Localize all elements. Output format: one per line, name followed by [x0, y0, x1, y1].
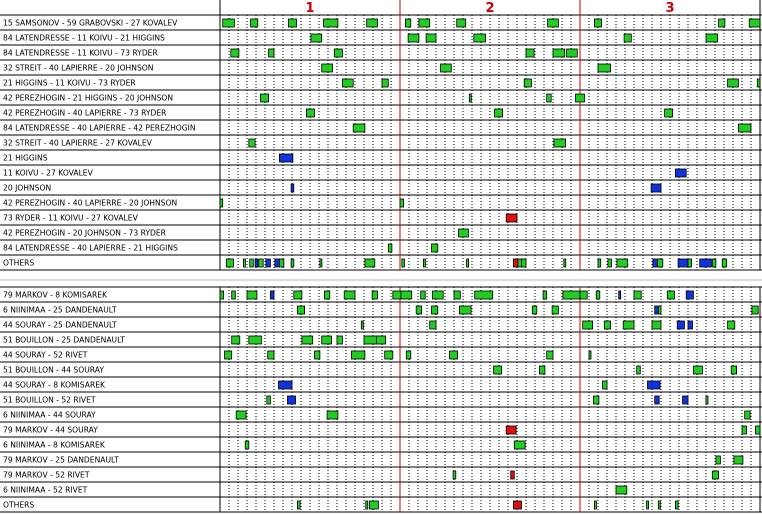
- row-label: 51 BOUILLON - 44 SOURAY: [3, 365, 104, 375]
- shift-bar: [648, 381, 661, 389]
- shift-bar: [259, 259, 264, 267]
- shift-bar: [522, 259, 527, 267]
- row-label: 84 LATENDRESSE - 40 LAPIERRE - 42 PEREZHOGIN: [3, 123, 196, 133]
- shift-bar: [351, 351, 365, 359]
- shift-bar: [658, 306, 661, 314]
- shift-bar: [430, 321, 436, 329]
- team-b-section: [0, 280, 762, 512]
- shift-bar: [677, 321, 684, 329]
- shift-bar: [608, 259, 612, 267]
- shift-bar: [231, 49, 239, 57]
- shift-bar: [220, 291, 224, 299]
- shift-bar: [552, 306, 558, 314]
- shift-bar: [372, 291, 377, 299]
- shift-bar: [324, 291, 329, 299]
- row-label: 21 HIGGINS: [3, 153, 48, 163]
- shift-bar: [416, 306, 421, 314]
- shift-bar: [457, 19, 466, 27]
- shift-bar: [543, 291, 547, 299]
- shift-bar: [393, 291, 401, 299]
- shift-bar: [353, 124, 365, 132]
- shift-bar: [297, 501, 300, 509]
- shift-bar: [728, 79, 739, 87]
- shift-bar: [634, 291, 641, 299]
- shift-bar: [320, 259, 322, 267]
- shift-bar: [513, 501, 521, 509]
- shift-bar: [513, 259, 518, 267]
- shift-bar: [334, 49, 342, 57]
- shift-bar: [469, 94, 471, 102]
- shift-bar: [567, 49, 578, 57]
- shift-bar: [288, 396, 296, 404]
- shift-bar: [324, 19, 338, 27]
- shift-bar: [423, 259, 425, 267]
- shift-bar: [306, 109, 314, 117]
- shift-bar: [752, 306, 758, 314]
- shift-bar: [364, 336, 378, 344]
- shift-bar: [297, 306, 304, 314]
- shift-bar: [731, 366, 736, 374]
- shift-bar: [369, 501, 378, 509]
- row-label: 84 LATENDRESSE - 11 KOIVU - 21 HIGGINS: [3, 33, 165, 43]
- shift-bar: [255, 259, 258, 267]
- shift-bar: [432, 244, 438, 252]
- shift-bar: [245, 441, 249, 449]
- shift-bar: [728, 321, 735, 329]
- shift-bar: [738, 124, 751, 132]
- shift-bar: [344, 291, 355, 299]
- shift-bar: [365, 259, 375, 267]
- shift-bar: [322, 64, 333, 72]
- shift-bar: [547, 351, 553, 359]
- shift-bar: [678, 259, 688, 267]
- shift-bar: [655, 306, 659, 314]
- shift-bar: [269, 49, 274, 57]
- shift-bar: [405, 19, 410, 27]
- shift-bar: [749, 19, 760, 27]
- period-labels: [305, 1, 674, 16]
- shift-bar: [450, 351, 458, 359]
- shift-bar: [526, 49, 534, 57]
- shift-bar: [408, 34, 419, 42]
- shift-bar: [401, 291, 412, 299]
- shift-bar: [467, 259, 469, 267]
- shift-bar: [651, 184, 661, 192]
- shift-bar: [454, 291, 460, 299]
- shift-bar: [712, 471, 718, 479]
- shift-bar: [385, 351, 393, 359]
- shift-bar: [675, 169, 686, 177]
- row-label: 15 SAMSONOV - 59 GRABOVSKI - 27 KOVALEV: [3, 18, 178, 28]
- shift-bar: [596, 291, 600, 299]
- shift-bar: [441, 64, 452, 72]
- shift-bar: [524, 79, 531, 87]
- shift-bar: [745, 411, 750, 419]
- shift-bar: [603, 381, 608, 389]
- shift-bar: [637, 366, 641, 374]
- shift-bar: [337, 336, 342, 344]
- row-label: 6 NIINIMAA - 44 SOURAY: [3, 410, 96, 420]
- shift-bar: [667, 291, 674, 299]
- shift-bar: [506, 426, 516, 434]
- period-label-3: 3: [665, 1, 675, 16]
- shift-bar: [604, 321, 610, 329]
- shift-bar: [226, 259, 233, 267]
- shift-bar: [382, 79, 388, 87]
- shift-bar: [251, 19, 258, 27]
- shift-bar: [367, 19, 378, 27]
- row-label: 79 MARKOV - 44 SOURAY: [3, 425, 98, 435]
- shift-bar: [563, 291, 580, 299]
- row-label: 84 LATENDRESSE - 11 KOIVU - 73 RYDER: [3, 48, 158, 58]
- row-label: 79 MARKOV - 25 DANDENAULT: [3, 455, 119, 465]
- row-label: 79 MARKOV - 52 RIVET: [3, 470, 90, 480]
- shift-bar: [594, 396, 599, 404]
- shift-bar: [223, 19, 235, 27]
- row-label: 42 PEREZHOGIN - 40 LAPIERRE - 20 JOHNSON: [3, 198, 178, 208]
- shift-bar: [655, 396, 660, 404]
- shift-bar: [540, 366, 545, 374]
- shift-bar: [232, 291, 236, 299]
- shift-bar: [553, 49, 565, 57]
- shift-bar: [722, 259, 727, 267]
- shift-bar: [623, 321, 634, 329]
- shift-bar: [495, 109, 503, 117]
- shift-bar: [547, 94, 552, 102]
- shift-bar: [716, 456, 721, 464]
- shift-bar: [647, 501, 649, 509]
- shift-bar: [594, 501, 596, 509]
- row-label: 42 PEREZHOGIN - 21 HIGGINS - 20 JOHNSON: [3, 93, 174, 103]
- shift-bar: [267, 396, 271, 404]
- shift-bar: [532, 306, 537, 314]
- shift-bar: [377, 336, 386, 344]
- shift-bar: [688, 259, 692, 267]
- shift-bar: [619, 291, 621, 299]
- shift-bar: [712, 259, 716, 267]
- shift-bar: [576, 94, 585, 102]
- shift-bar: [426, 34, 436, 42]
- row-label: 73 RYDER - 11 KOIVU - 27 KOVALEV: [3, 213, 138, 223]
- shift-bar: [554, 139, 566, 147]
- shift-bar: [598, 259, 601, 267]
- shift-bar: [675, 501, 678, 509]
- shift-bar: [249, 336, 262, 344]
- shift-bar: [453, 471, 456, 479]
- shift-bar: [322, 336, 332, 344]
- shift-bar: [598, 64, 611, 72]
- shift-bar: [232, 336, 240, 344]
- shift-bar: [432, 306, 438, 314]
- row-label: 42 PEREZHOGIN - 20 JOHNSON - 73 RYDER: [3, 228, 166, 238]
- shift-bar: [511, 471, 515, 479]
- row-label: 51 BOUILLON - 25 DANDENAULT: [3, 335, 125, 345]
- shift-bar: [580, 291, 587, 299]
- shift-bar: [757, 79, 760, 87]
- shift-bar: [400, 199, 404, 207]
- row-label: 6 NIINIMAA - 52 RIVET: [3, 485, 88, 495]
- shift-bar: [342, 79, 353, 87]
- row-label: 6 NIINIMAA - 8 KOMISAREK: [3, 440, 105, 450]
- shift-bar: [548, 19, 559, 27]
- shift-bar: [756, 426, 761, 434]
- row-label: OTHERS: [3, 500, 35, 510]
- row-label: 44 SOURAY - 25 DANDENAULT: [3, 320, 117, 330]
- row-label: 51 BOUILLON - 52 RIVET: [3, 395, 96, 405]
- shift-bar: [250, 259, 254, 267]
- row-label: 44 SOURAY - 8 KOMISAREK: [3, 380, 105, 390]
- shift-bar: [315, 351, 320, 359]
- shift-bar: [388, 244, 392, 252]
- shift-bar: [475, 291, 493, 299]
- row-label: 11 KOIVU - 27 KOVALEV: [3, 168, 93, 178]
- shift-bar: [683, 396, 688, 404]
- shift-bar: [657, 259, 662, 267]
- shift-bar: [247, 291, 257, 299]
- shift-bar: [686, 291, 693, 299]
- shift-bar: [327, 411, 338, 419]
- shift-bar: [220, 199, 223, 207]
- shift-bar: [288, 19, 296, 27]
- row-label: 6 NIINIMAA - 25 DANDENAULT: [3, 305, 117, 315]
- row-label: 42 PEREZHOGIN - 40 LAPIERRE - 73 RYDER: [3, 108, 167, 118]
- shift-bar: [474, 34, 486, 42]
- shift-bar: [366, 501, 368, 509]
- shift-bar: [514, 441, 525, 449]
- shift-bar: [225, 351, 232, 359]
- row-label: 79 MARKOV - 8 KOMISAREK: [3, 290, 108, 300]
- shift-bar: [406, 351, 411, 359]
- shift-bar: [734, 456, 743, 464]
- shift-bar: [700, 259, 712, 267]
- row-label: 32 STREIT - 40 LAPIERRE - 27 KOVALEV: [3, 138, 152, 148]
- row-label: 21 HIGGINS - 11 KOIVU - 73 RYDER: [3, 78, 136, 88]
- shift-bar: [421, 291, 426, 299]
- shift-bar: [279, 259, 284, 267]
- shift-bar: [279, 154, 293, 162]
- shift-bar: [294, 291, 302, 299]
- shift-bar: [742, 426, 747, 434]
- shift-bar: [665, 109, 673, 117]
- shift-bar: [652, 321, 661, 329]
- shift-bar: [266, 259, 271, 267]
- row-label: 84 LATENDRESSE - 40 LAPIERRE - 21 HIGGINS: [3, 243, 178, 253]
- shift-bar: [270, 291, 274, 299]
- shift-bar: [261, 94, 269, 102]
- shift-bar: [564, 259, 566, 267]
- shift-bar: [291, 259, 294, 267]
- shift-bar: [236, 411, 246, 419]
- row-label: 44 SOURAY - 52 RIVET: [3, 350, 88, 360]
- shift-bar: [419, 19, 430, 27]
- period-label-2: 2: [485, 1, 495, 16]
- shift-bar: [594, 19, 601, 27]
- shift-bar: [706, 396, 708, 404]
- shift-bar: [402, 259, 405, 267]
- shift-bar: [693, 366, 702, 374]
- shift-bar: [624, 34, 631, 42]
- row-label: OTHERS: [3, 258, 35, 268]
- shift-bar: [249, 139, 255, 147]
- shift-bar: [275, 259, 280, 267]
- shift-bar: [311, 34, 322, 42]
- shift-bar: [706, 34, 718, 42]
- shift-bar: [617, 259, 628, 267]
- period-label-1: 1: [305, 1, 315, 16]
- shift-bar: [279, 381, 293, 389]
- shift-bar: [459, 306, 471, 314]
- shift-bar: [583, 321, 593, 329]
- row-label: 32 STREIT - 40 LAPIERRE - 20 JOHNSON: [3, 63, 154, 73]
- shift-bar: [688, 321, 693, 329]
- shift-bar: [291, 184, 294, 192]
- shift-bar: [506, 214, 517, 222]
- shift-bar: [268, 351, 274, 359]
- shift-bar: [243, 259, 245, 267]
- shift-bar: [361, 321, 363, 329]
- shift-bar: [494, 366, 502, 374]
- shift-bar: [719, 19, 725, 27]
- row-label: 20 JOHNSON: [3, 183, 52, 193]
- shift-bar: [616, 486, 627, 494]
- shift-bar: [589, 351, 591, 359]
- shift-bar: [302, 336, 313, 344]
- shift-bar: [658, 501, 660, 509]
- shift-bar: [432, 291, 443, 299]
- shift-bar: [459, 229, 469, 237]
